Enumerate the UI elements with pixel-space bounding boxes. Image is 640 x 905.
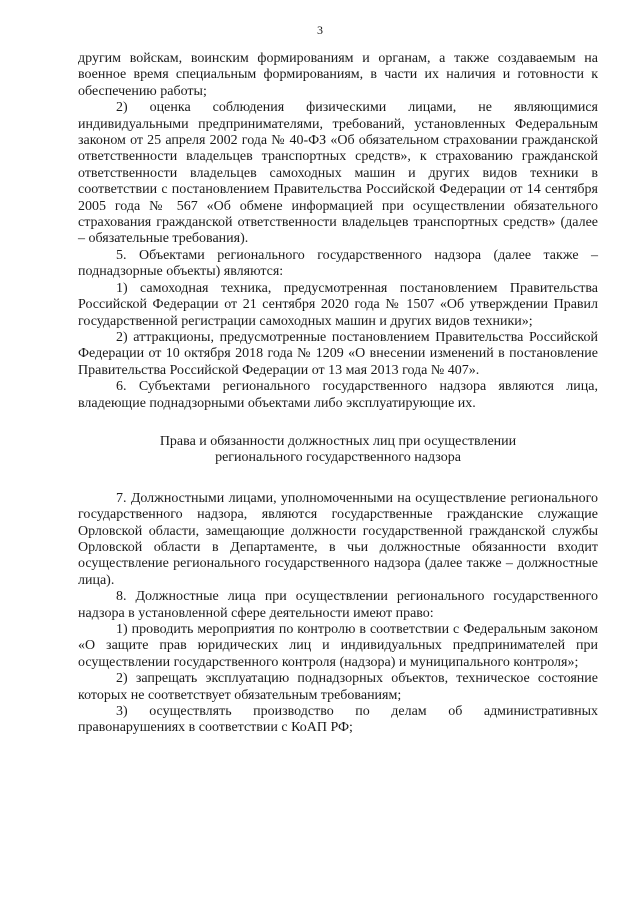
paragraph-7-officials: 7. Должностными лицами, уполномоченными на осуществление регионального государственного надзора, являются государственные гражданские служащие Орловской области, замещающие должности государственной гражданской службы Орловской области в Департаменте, в чьи должностные обязанности входит осуществление регионального государственного надзора (далее также – должностные лица). xyxy=(78,490,598,588)
paragraph-8-item-3: 3) осуществлять производство по делам об административных правонарушениях в соответствии с КоАП РФ; xyxy=(78,704,598,736)
page-number: 3 xyxy=(317,23,323,37)
paragraph-5-item-2: 2) аттракционы, предусмотренные постановлением Правительства Российской Федерации от 10 октября 2018 года № 1209 «О внесении изменений в постановление Правительства Российской Федерации от 13 мая 2013 года № 407». xyxy=(78,329,598,378)
paragraph-5-objects: 5. Объектами регионального государственного надзора (далее также – поднадзорные объекты) являются: xyxy=(78,247,598,280)
section-heading xyxy=(78,434,598,467)
paragraph-continuation: другим войскам, воинским формированиям и органам, а также создаваемым на военное время специальным формированиям, в части их наличия и готовности к обеспечению работы; xyxy=(78,51,598,99)
section-heading-line-1: Права и обязанности должностных лиц при осуществлении xyxy=(159,433,517,449)
paragraph-5-item-1: 1) самоходная техника, предусмотренная постановлением Правительства Российской Федерации от 21 сентября 2020 года № 1507 «Об утверждении Правил государственной регистрации самоходных машин и других видов техники»; xyxy=(78,280,598,329)
paragraph-8-item-2: 2) запрещать эксплуатацию поднадзорных объектов, техническое состояние которых не соответствует обязательным требованиям; xyxy=(78,671,598,703)
section-heading-line-2: регионального государственного надзора xyxy=(215,450,461,466)
document-body xyxy=(78,51,598,737)
paragraph-8-item-1: 1) проводить мероприятия по контролю в соответствии с Федеральным законом «О защите прав юридических лиц и индивидуальных предпринимателей при осуществлении государственного контроля (надзора) и муниципального контроля»; xyxy=(78,622,598,670)
paragraph-6-subjects: 6. Субъектами регионального государственного надзора являются лица, владеющие поднадзорными объектами либо эксплуатирующие их. xyxy=(78,379,598,411)
paragraph-8-rights: 8. Должностные лица при осуществлении регионального государственного надзора в установленной сфере деятельности имеют право: xyxy=(78,589,598,621)
paragraph-item-2-insurance: 2) оценка соблюдения физическими лицами, не являющимися индивидуальными предпринимателями, требований, установленных Федеральным законом от 25 апреля 2002 года № 40-ФЗ «Об обязательном страховании гражданской ответственности владельцев транспортных средств», к страхованию гражданской ответственности владельцев самоходных машин и других видов техники в соответствии с постановлением Правительства Российской Федерации от 14 сентября 2005 года № 567 «Об обмене информацией при осуществлении обязательного страхования гражданской ответственности владельцев транспортных средств» (далее – обязательные требования). xyxy=(78,100,598,247)
